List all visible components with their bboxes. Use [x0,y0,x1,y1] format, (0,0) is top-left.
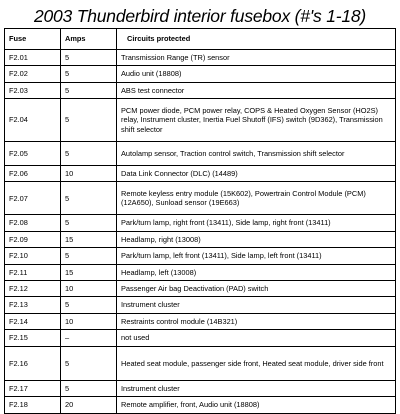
fuse-cell: F2.18 [5,397,61,413]
table-row [5,281,396,297]
amps-cell: 10 [61,166,117,182]
fuse-table [4,28,396,414]
amps-cell: 5 [61,381,117,397]
circuits-cell: Park/turn lamp, left front (13411), Side lamp, left front (13411) [117,248,396,264]
circuits-cell: not used [117,330,396,346]
circuits-cell: ABS test connector [117,82,396,98]
fuse-cell: F2.12 [5,281,61,297]
table-row [5,346,396,381]
fuse-cell: F2.03 [5,82,61,98]
amps-cell: 5 [61,248,117,264]
amps-cell: 20 [61,397,117,413]
amps-cell: 5 [61,66,117,82]
amps-cell: – [61,330,117,346]
fuse-cell: F2.04 [5,99,61,141]
header-fuse: Fuse [5,29,61,50]
table-row [5,397,396,413]
circuits-cell: Instrument cluster [117,297,396,313]
fuse-cell: F2.13 [5,297,61,313]
amps-cell: 5 [61,82,117,98]
table-row [5,66,396,82]
fuse-cell: F2.09 [5,231,61,247]
circuits-cell: Park/turn lamp, right front (13411), Side lamp, right front (13411) [117,215,396,231]
table-row [5,330,396,346]
circuits-cell: Headlamp, left (13008) [117,264,396,280]
table-row [5,99,396,141]
circuits-cell: Instrument cluster [117,381,396,397]
amps-cell: 5 [61,50,117,66]
circuits-cell: PCM power diode, PCM power relay, COPS & Heated Oxygen Sensor (HO2S) relay, Instrument cluster, Inertia Fuel Shutoff (IFS) switch (9D362), Transmission shift selector [117,99,396,141]
table-row [5,50,396,66]
circuits-cell: Remote keyless entry module (15K602), Powertrain Control Module (PCM) (12A650), Sunload sensor (19E663) [117,182,396,215]
table-row [5,141,396,166]
amps-cell: 5 [61,182,117,215]
fuse-cell: F2.15 [5,330,61,346]
header-amps: Amps [61,29,117,50]
table-row [5,264,396,280]
header-row [5,29,396,50]
fuse-cell: F2.17 [5,381,61,397]
fuse-cell: F2.01 [5,50,61,66]
fuse-cell: F2.07 [5,182,61,215]
fuse-cell: F2.08 [5,215,61,231]
table-row [5,166,396,182]
amps-cell: 5 [61,141,117,166]
table-row [5,313,396,329]
table-row [5,231,396,247]
table-row [5,248,396,264]
fuse-cell: F2.16 [5,346,61,381]
table-row [5,381,396,397]
fuse-cell: F2.10 [5,248,61,264]
amps-cell: 5 [61,99,117,141]
table-row [5,215,396,231]
header-circuits: Circuits protected [117,29,396,50]
circuits-cell: Autolamp sensor, Traction control switch, Transmission shift selector [117,141,396,166]
amps-cell: 15 [61,264,117,280]
fuse-cell: F2.06 [5,166,61,182]
circuits-cell: Headlamp, right (13008) [117,231,396,247]
circuits-cell: Audio unit (18808) [117,66,396,82]
circuits-cell: Restraints control module (14B321) [117,313,396,329]
circuits-cell: Remote amplifier, front, Audio unit (18808) [117,397,396,413]
circuits-cell: Passenger Air bag Deactivation (PAD) switch [117,281,396,297]
fuse-cell: F2.05 [5,141,61,166]
amps-cell: 5 [61,346,117,381]
amps-cell: 10 [61,313,117,329]
circuits-cell: Heated seat module, passenger side front, Heated seat module, driver side front [117,346,396,381]
amps-cell: 5 [61,297,117,313]
table-row [5,297,396,313]
circuits-cell: Transmission Range (TR) sensor [117,50,396,66]
circuits-cell: Data Link Connector (DLC) (14489) [117,166,396,182]
fuse-cell: F2.02 [5,66,61,82]
page-title: 2003 Thunderbird interior fusebox (#'s 1-18) [33,6,367,26]
fuse-cell: F2.14 [5,313,61,329]
fuse-cell: F2.11 [5,264,61,280]
amps-cell: 10 [61,281,117,297]
table-row [5,82,396,98]
table-row [5,182,396,215]
amps-cell: 15 [61,231,117,247]
amps-cell: 5 [61,215,117,231]
